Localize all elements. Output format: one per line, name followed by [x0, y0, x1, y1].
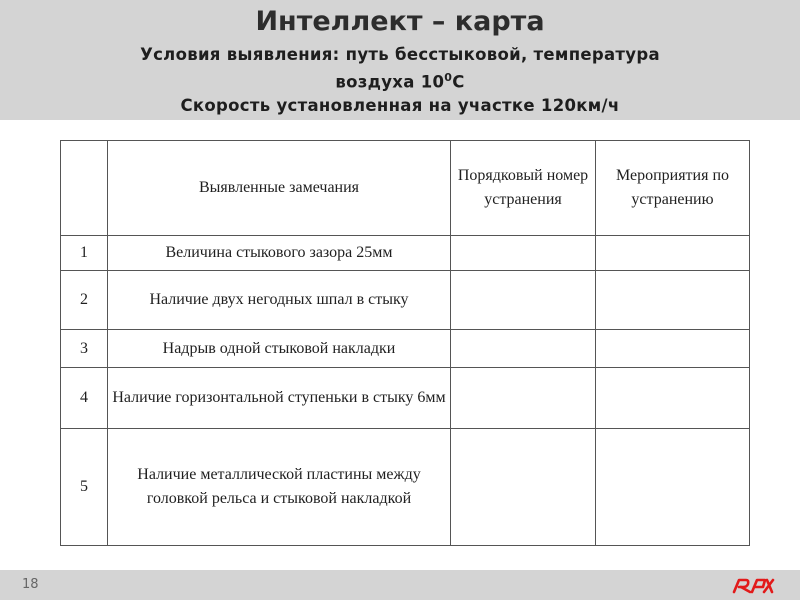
slide-footer	[0, 570, 800, 600]
header-remarks: Выявленные замечания	[108, 141, 451, 236]
row-remark: Надрыв одной стыковой накладки	[108, 330, 451, 368]
slide-subtitle	[40, 43, 760, 117]
row-remark: Величина стыкового зазора 25мм	[108, 236, 451, 271]
subtitle-line-2-prefix: воздуха 10	[335, 72, 445, 92]
header-num	[61, 141, 108, 236]
row-measures-cell	[596, 429, 750, 546]
table-row	[61, 236, 750, 271]
row-remark: Наличие металлической пластины между головкой рельса и стыковой накладкой	[108, 429, 451, 546]
header-measures: Мероприятия по устранению	[596, 141, 750, 236]
subtitle-line-3: Скорость установленная на участке 120км/ч	[180, 95, 620, 115]
row-measures-cell	[596, 330, 750, 368]
row-order-cell	[451, 236, 596, 271]
row-number: 4	[61, 368, 108, 429]
table-row	[61, 330, 750, 368]
page-number: 18	[22, 577, 39, 592]
table-row	[61, 368, 750, 429]
header-order: Порядковый номер устранения	[451, 141, 596, 236]
degree-superscript: 0	[444, 71, 453, 84]
table-row	[61, 271, 750, 330]
slide-header	[0, 0, 800, 120]
subtitle-line-2-suffix: С	[452, 72, 465, 92]
row-number: 2	[61, 271, 108, 330]
row-measures-cell	[596, 236, 750, 271]
row-measures-cell	[596, 368, 750, 429]
row-number: 3	[61, 330, 108, 368]
subtitle-line-2	[40, 66, 760, 94]
table-row	[61, 429, 750, 546]
row-measures-cell	[596, 271, 750, 330]
subtitle-line-1: Условия выявления: путь бесстыковой, температура	[140, 45, 660, 64]
table-header-row	[61, 141, 750, 236]
slide-title: Интеллект – карта	[255, 6, 545, 37]
row-order-cell	[451, 271, 596, 330]
row-number: 5	[61, 429, 108, 546]
row-remark: Наличие двух негодных шпал в стыку	[108, 271, 451, 330]
row-order-cell	[451, 429, 596, 546]
row-order-cell	[451, 330, 596, 368]
remarks-table	[60, 140, 750, 546]
row-number: 1	[61, 236, 108, 271]
row-remark: Наличие горизонтальной ступеньки в стыку 6мм	[108, 368, 451, 429]
rzd-logo-icon	[730, 575, 778, 595]
row-order-cell	[451, 368, 596, 429]
